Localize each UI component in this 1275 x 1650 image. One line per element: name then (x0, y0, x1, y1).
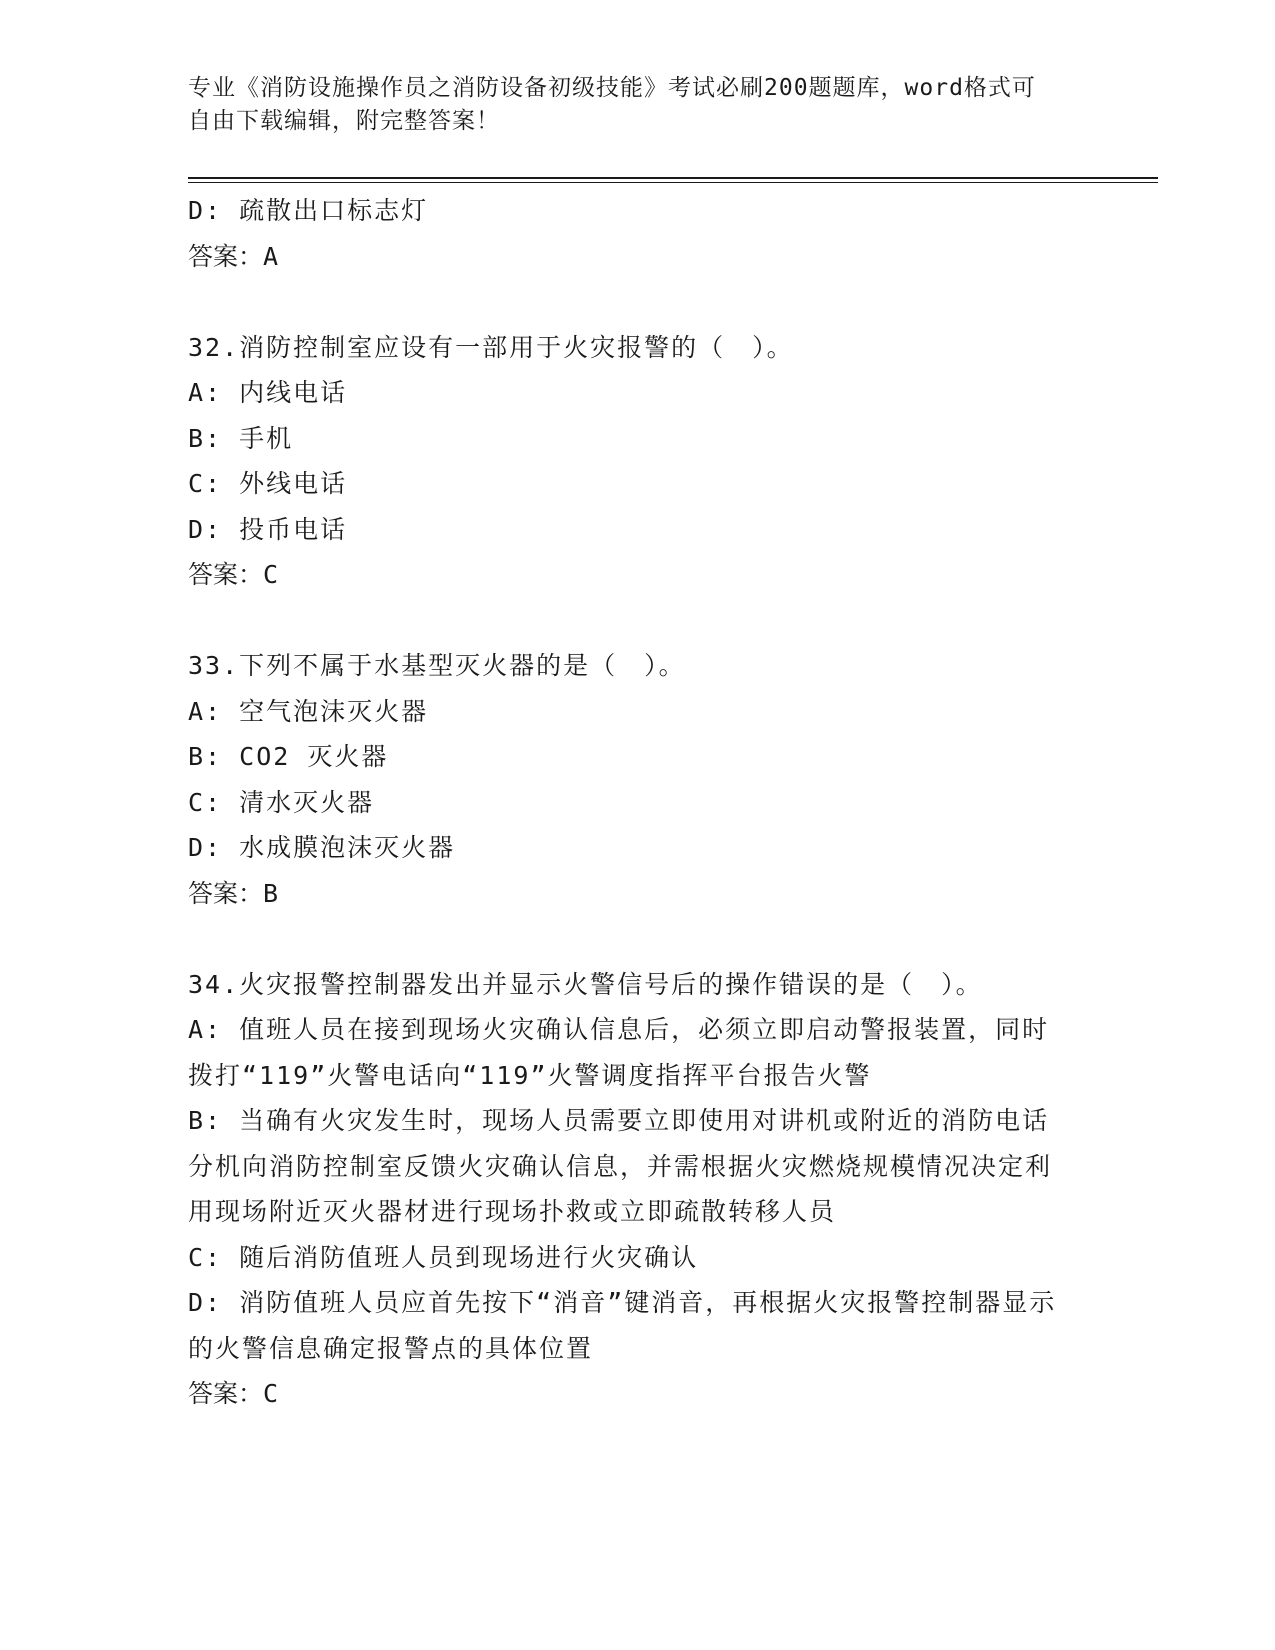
question-33-answer (188, 871, 1088, 917)
question-34-answer (188, 1371, 1088, 1417)
answer-value: A (263, 241, 281, 271)
question-34-option-d: D: 消防值班人员应首先按下“消音”键消音，再根据火灾报警控制器显示的火警信息确定报警点的具体位置 (188, 1288, 1057, 1363)
answer-label: 答案： (188, 1379, 264, 1408)
question-32-stem: 32.消防控制室应设有一部用于火灾报警的（ ）。 (188, 332, 794, 362)
spacer (188, 598, 1088, 644)
answer-value: B (263, 878, 281, 908)
question-34-option-c: C: 随后消防值班人员到现场进行火灾确认 (188, 1242, 699, 1272)
header-line-2: 自由下载编辑，附完整答案！ (188, 108, 500, 134)
header-divider-thick (188, 177, 1158, 179)
spacer (188, 916, 1088, 962)
answer-label: 答案： (188, 560, 264, 589)
question-33-option-d: D: 水成膜泡沫灭火器 (188, 833, 456, 862)
question-32-option-b: B: 手机 (188, 423, 294, 453)
prev-option-d: D: 疏散出口标志灯 (188, 196, 429, 225)
question-34-option-a: A: 值班人员在接到现场火灾确认信息后，必须立即启动警报装置，同时拨打“119”火警电话向“119”火警调度指挥平台报告火警 (188, 1015, 1050, 1090)
question-34-stem: 34.火灾报警控制器发出并显示火警信号后的操作错误的是（ ）。 (188, 969, 983, 999)
question-33-stem: 33.下列不属于水基型灭火器的是（ ）。 (188, 651, 686, 680)
question-33-option-b: B: CO2 灭火器 (188, 742, 389, 771)
question-33-option-a: A: 空气泡沫灭火器 (188, 696, 429, 726)
document-header (188, 72, 1068, 138)
prev-answer (188, 234, 1088, 280)
spacer (188, 279, 1088, 325)
answer-value: C (263, 560, 281, 589)
answer-label: 答案： (188, 878, 264, 908)
question-content (188, 188, 1088, 1417)
header-line-1: 专业《消防设施操作员之消防设备初级技能》考试必刷200题题库，word格式可 (188, 75, 1036, 101)
question-32-option-c: C: 外线电话 (188, 469, 348, 498)
question-32-option-d: D: 投币电话 (188, 514, 348, 544)
header-divider-thin (188, 182, 1158, 183)
question-32-answer (188, 552, 1088, 598)
answer-label: 答案： (188, 241, 264, 271)
question-33-option-c: C: 清水灭火器 (188, 787, 375, 817)
question-34-option-b: B: 当确有火灾发生时，现场人员需要立即使用对讲机或附近的消防电话分机向消防控制室反馈火灾确认信息，并需根据火灾燃烧规模情况决定利用现场附近灭火器材进行现场扑救或立即疏散转移人员 (188, 1106, 1053, 1226)
question-32-option-a: A: 内线电话 (188, 378, 348, 407)
answer-value: C (263, 1379, 281, 1408)
